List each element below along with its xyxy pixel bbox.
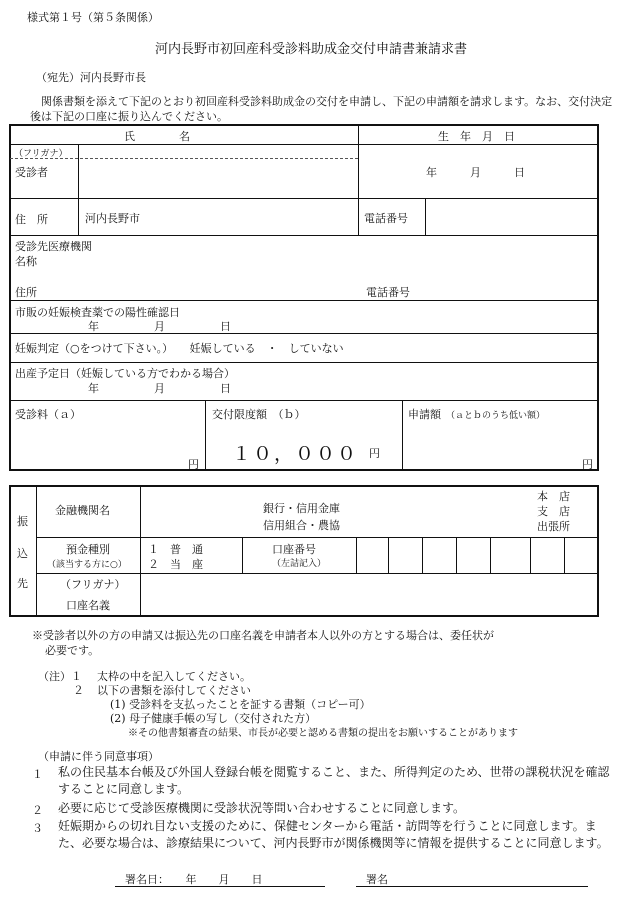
phone-label: 電話番号 — [364, 212, 408, 225]
note-2: 以下の書類を添付してください — [97, 684, 251, 697]
limit-yen: 円 — [369, 447, 380, 460]
consent-num-1: １ — [32, 768, 43, 781]
furigana-input[interactable] — [80, 146, 356, 157]
consent-heading: （申請に伴う同意事項） — [38, 750, 159, 763]
limit-label: 交付限度額 （ｂ） — [212, 408, 306, 421]
signature-label: 署名 — [366, 873, 388, 886]
pregnancy-judgement[interactable]: 妊娠判定（○をつけて下さい。） 妊娠している ・ していない — [15, 342, 344, 355]
limit-value: １０，０００ — [232, 443, 359, 465]
clinic-label: 受診先医療機関 — [15, 240, 92, 253]
intro-text: 関係書類を添えて下記のとおり初回産科受診料助成金の交付を申請し、下記の申請額を請求します。なお、交付決定後は下記の口座に振り込んでください。 — [30, 95, 613, 123]
bank-types-2[interactable]: 信用組合・農協 — [263, 519, 340, 532]
note-label: （注）１ — [38, 670, 82, 683]
addressee: （宛先）河内長野市長 — [36, 71, 146, 84]
request-note: （ａとｂのうち低い額） — [446, 411, 546, 421]
note-2c: ※その他書類審査の結果、市長が必要と認める書類の提出をお願いすることがあります — [128, 728, 518, 739]
clinic-phone-label: 電話番号 — [366, 286, 410, 299]
test-date-label: 市販の妊娠検査薬での陽性確認日 — [15, 306, 180, 319]
name-header: 氏 名 — [124, 130, 190, 143]
birth-date[interactable]: 年 月 日 — [426, 166, 525, 179]
signature-line[interactable] — [356, 886, 588, 887]
test-date[interactable]: 年 月 日 — [88, 320, 231, 333]
phone-input[interactable] — [427, 200, 597, 234]
deposit-current[interactable]: ２ 当 座 — [148, 558, 203, 571]
branch-type-main[interactable]: 本 店 — [537, 490, 570, 503]
branch-type-office[interactable]: 出張所 — [537, 520, 570, 533]
clinic-address-label: 住所 — [15, 286, 37, 299]
fee-yen: 円 — [188, 458, 199, 471]
deposit-ordinary[interactable]: １ 普 通 — [148, 543, 203, 556]
bank-types[interactable]: 銀行・信用金庫 — [263, 502, 340, 515]
patient-name-input[interactable] — [80, 160, 356, 196]
proxy-note: ※受診者以外の方の申請又は振込先の口座名義を申請者本人以外の方とする場合は、委任状が — [32, 629, 494, 642]
address-label: 住 所 — [15, 213, 48, 226]
note-1: 太枠の中を記入してください。 — [97, 670, 251, 683]
holder-label: 口座名義 — [66, 599, 110, 612]
branch-type-branch[interactable]: 支 店 — [537, 505, 570, 518]
note-2b: (2) 母子健康手帳の写し（交付された方） — [110, 712, 317, 725]
holder-furigana-label: （フリガナ） — [60, 578, 126, 591]
consent-item-2: 必要に応じて受診医療機関に受診状況等問い合わせすることに同意します。 — [58, 801, 466, 815]
deposit-label: 預金種別 — [66, 543, 110, 556]
fee-label: 受診料（ａ） — [15, 408, 81, 421]
due-date[interactable]: 年 月 日 — [88, 382, 231, 395]
consent-item-1: 私の住民基本台帳及び外国人登録台帳を閲覧すること、また、所得判定のため、世帯の課税状況を確認することに同意します。 — [58, 765, 610, 796]
institution-label: 金融機関名 — [55, 504, 110, 517]
consent-item-3: 妊娠期からの切れ目ない支援のために、保健センターから電話・訪問等を行うことに同意します。また、必要な場合は、診療結果について、河内長野市が関係機関等に情報を提供することに同意します。 — [58, 819, 609, 850]
form-number: 様式第１号（第５条関係） — [27, 11, 159, 24]
note-2a: (1) 受診料を支払ったことを証する書類（コピー可） — [110, 698, 371, 711]
address-value[interactable]: 河内長野市 — [85, 212, 140, 225]
request-yen: 円 — [582, 458, 593, 471]
birth-header: 生 年 月 日 — [438, 130, 515, 143]
request-label: 申請額 — [408, 408, 441, 421]
note-2-num: ２ — [73, 684, 84, 697]
account-label: 口座番号 — [272, 543, 316, 556]
due-date-label: 出産予定日（妊娠している方でわかる場合） — [15, 367, 235, 380]
holder-input[interactable] — [142, 575, 597, 615]
page-title: 河内長野市初回産科受診料助成金交付申請書兼請求書 — [155, 42, 468, 57]
clinic-name-label: 名称 — [15, 255, 37, 268]
consent-num-2: ２ — [32, 804, 43, 817]
account-note: （左詰記入） — [272, 559, 327, 569]
proxy-note-2: 必要です。 — [45, 644, 100, 657]
consent-num-3: ３ — [32, 822, 43, 835]
deposit-note: （該当する方に○） — [47, 560, 127, 570]
furigana-label: （フリガナ） — [14, 149, 68, 159]
side-label-3: 先 — [17, 577, 28, 590]
patient-label: 受診者 — [15, 166, 48, 179]
side-label-1: 振 — [17, 515, 28, 528]
side-label-2: 込 — [17, 547, 28, 560]
sign-date[interactable]: 署名日： 年 月 日 — [125, 873, 263, 886]
